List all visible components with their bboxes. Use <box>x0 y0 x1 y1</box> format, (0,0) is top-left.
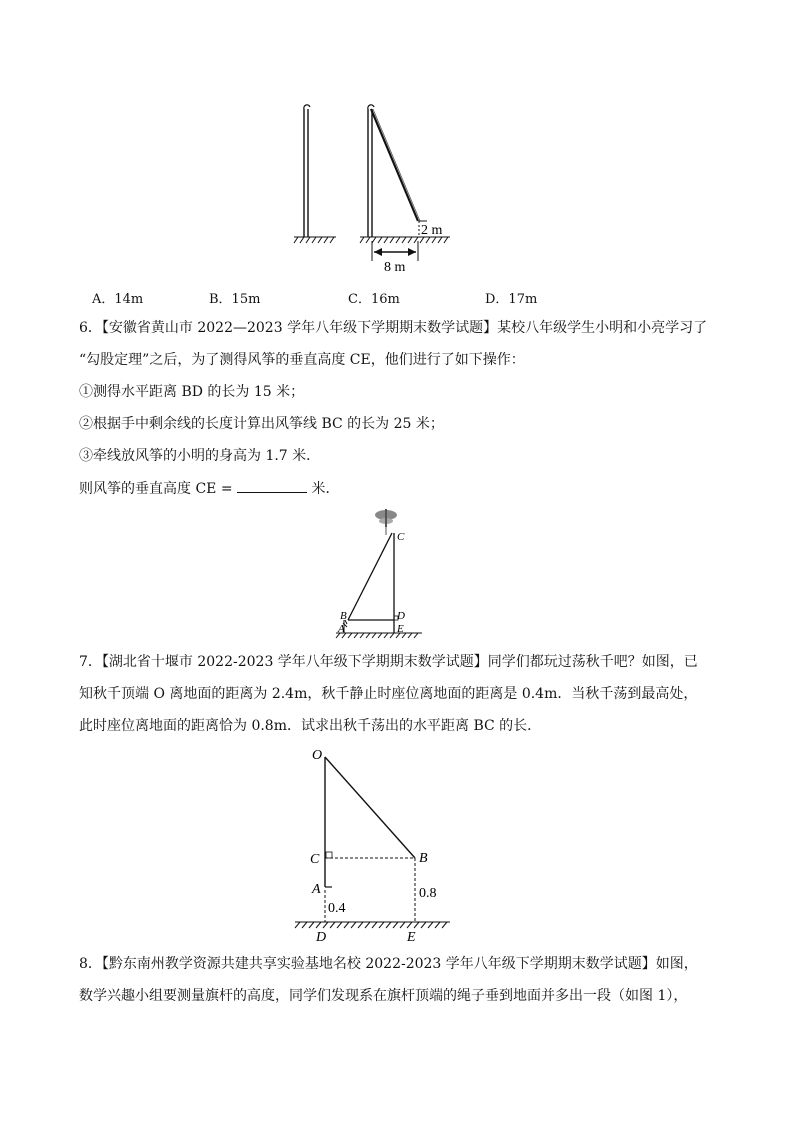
q8-line1: 8．【黔东南州教学资源共建共享实验基地名校 2022-2023 学年八年级下学期期末数学试题】如图， <box>79 956 698 972</box>
q6-question-text: 则风筝的垂直高度 CE = <box>79 481 233 497</box>
right-pole-hook <box>368 105 374 109</box>
label-c: C <box>310 852 320 867</box>
label-a: A <box>338 623 345 635</box>
label-a: A <box>312 882 321 897</box>
label-e: E <box>407 930 416 945</box>
q6-question <box>79 478 339 499</box>
label-08: 0.8 <box>419 886 437 901</box>
q5-options <box>0 288 794 308</box>
label-c: C <box>397 531 405 543</box>
kite-figure <box>330 505 430 640</box>
label-b: B <box>419 851 428 866</box>
swing-figure <box>290 745 460 945</box>
option-d[interactable]: D．17m <box>485 292 538 307</box>
kite-string-bc <box>348 533 392 620</box>
label-b: B <box>340 610 347 622</box>
right-angle-marker <box>326 852 332 858</box>
swing-ground <box>295 922 450 928</box>
q7-line1: 7．【湖北省十堰市 2022-2023 学年八年级下学期期末数学试题】同学们都玩过荡秋千吧？如图，已 <box>79 654 698 670</box>
kite-ground <box>336 633 422 638</box>
label-8m: 8 m <box>384 260 406 275</box>
option-b[interactable]: B．15m <box>209 292 261 307</box>
q6-question-unit: 米． <box>311 481 340 497</box>
q6-step2: ②根据手中剩余线的长度计算出风筝线 BC 的长为 25 米； <box>79 416 444 432</box>
label-o: O <box>312 748 323 763</box>
label-d: D <box>316 930 327 945</box>
label-e: E <box>397 623 404 635</box>
q8-line2: 数学兴趣小组要测量旗杆的高度，同学们发现系在旗杆顶端的绳子垂到地面并多出一段（如图 1）， <box>79 988 688 1004</box>
rope <box>371 109 418 221</box>
label-d: D <box>397 610 405 622</box>
left-ground <box>294 237 336 243</box>
label-2m: 2 m <box>421 223 443 238</box>
flagpole-figure <box>290 95 460 275</box>
label-04: 0.4 <box>328 901 346 916</box>
q6-line1: 6．【安徽省黄山市 2022—2023 学年八年级下学期期末数学试题】某校八年级学生小明和小亮学习了 <box>79 320 708 336</box>
option-a[interactable]: A．14m <box>92 292 144 307</box>
swing-rope-ob <box>325 757 415 858</box>
kite-icon <box>375 509 397 535</box>
answer-blank[interactable] <box>237 478 307 493</box>
left-pole-hook <box>304 105 310 109</box>
q7-line3: 此时座位离地面的距离恰为 0.8m．试求出秋千荡出的水平距离 BC 的长． <box>79 718 542 734</box>
q6-line2: “勾股定理”之后，为了测得风筝的垂直高度 CE，他们进行了如下操作： <box>79 352 525 368</box>
q6-step1: ①测得水平距离 BD 的长为 15 米； <box>79 384 305 400</box>
option-c[interactable]: C．16m <box>348 292 400 307</box>
q7-line2: 知秋千顶端 O 离地面的距离为 2.4m，秋千静止时座位离地面的距离是 0.4m．当秋千荡到最高处， <box>79 686 698 702</box>
q6-step3: ③牵线放风筝的小明的身高为 1.7 米． <box>79 448 321 464</box>
